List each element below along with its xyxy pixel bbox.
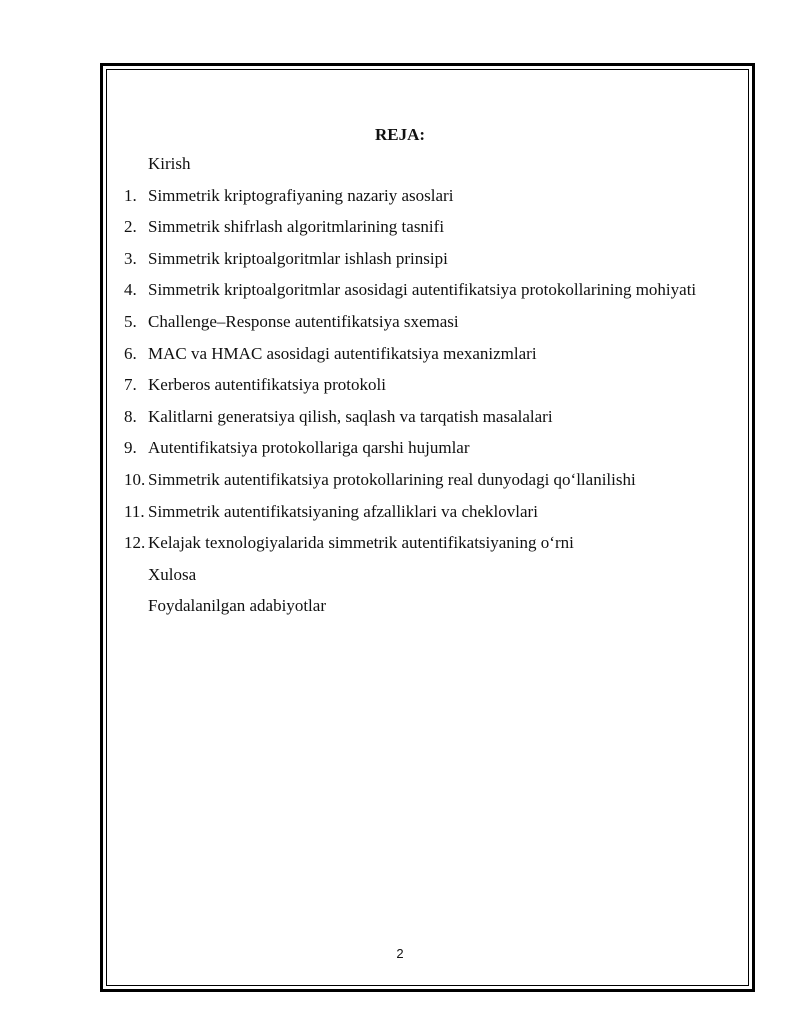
- toc-entry: [0, 468, 800, 500]
- toc-text: Simmetrik autentifikatsiya protokollarining real dunyodagi qo‘llanilishi: [148, 469, 636, 489]
- toc-entry: [0, 342, 800, 374]
- toc-text: Xulosa: [148, 564, 197, 584]
- toc-text: Kalitlarni generatsiya qilish, saqlash va tarqatish masalalari: [148, 406, 553, 426]
- toc-entry: [0, 184, 800, 216]
- toc-entry: [0, 278, 800, 310]
- toc-entry: [0, 500, 800, 532]
- toc-number: 5.: [124, 311, 137, 331]
- toc-entry: [0, 247, 800, 279]
- toc-entry: [0, 215, 800, 247]
- toc-number: 8.: [124, 406, 137, 426]
- toc-number: 11.: [124, 501, 145, 521]
- toc-text: Simmetrik autentifikatsiyaning afzalliklari va cheklovlari: [148, 501, 538, 521]
- page-number: 2: [396, 946, 404, 961]
- table-of-contents: [0, 152, 800, 626]
- toc-text: Challenge–Response autentifikatsiya sxemasi: [148, 311, 459, 331]
- toc-text: Simmetrik kriptografiyaning nazariy asoslari: [148, 185, 454, 205]
- toc-entry: [0, 531, 800, 563]
- toc-text: Foydalanilgan adabiyotlar: [148, 596, 326, 616]
- toc-entry: [0, 405, 800, 437]
- toc-entry: [0, 373, 800, 405]
- toc-text: Kelajak texnologiyalarida simmetrik autentifikatsiyaning o‘rni: [148, 533, 574, 553]
- toc-entry: [0, 152, 800, 184]
- toc-text: Kirish: [148, 154, 191, 173]
- toc-text: Simmetrik kriptoalgoritmlar ishlash prinsipi: [148, 248, 448, 268]
- toc-number: 2.: [124, 217, 137, 237]
- toc-number: 6.: [124, 343, 137, 363]
- toc-text: Kerberos autentifikatsiya protokoli: [148, 375, 386, 395]
- toc-number: 12.: [124, 533, 146, 553]
- toc-entry: [0, 594, 800, 626]
- toc-number: 1.: [124, 185, 137, 205]
- toc-text: MAC va HMAC asosidagi autentifikatsiya mexanizmlari: [148, 343, 537, 363]
- toc-entry: [0, 436, 800, 468]
- toc-text: Simmetrik kriptoalgoritmlar asosidagi autentifikatsiya protokollarining mohiyati: [148, 280, 697, 300]
- page-title: REJA:: [374, 125, 426, 144]
- toc-number: 7.: [124, 375, 137, 395]
- toc-number: 4.: [124, 280, 137, 300]
- toc-number: 9.: [124, 438, 137, 458]
- toc-number: 3.: [124, 248, 137, 268]
- toc-entry: [0, 563, 800, 595]
- toc-number: 10.: [124, 469, 146, 489]
- toc-text: Autentifikatsiya protokollariga qarshi hujumlar: [148, 438, 470, 458]
- toc-text: Simmetrik shifrlash algoritmlarining tasnifi: [148, 217, 445, 237]
- toc-entry: [0, 310, 800, 342]
